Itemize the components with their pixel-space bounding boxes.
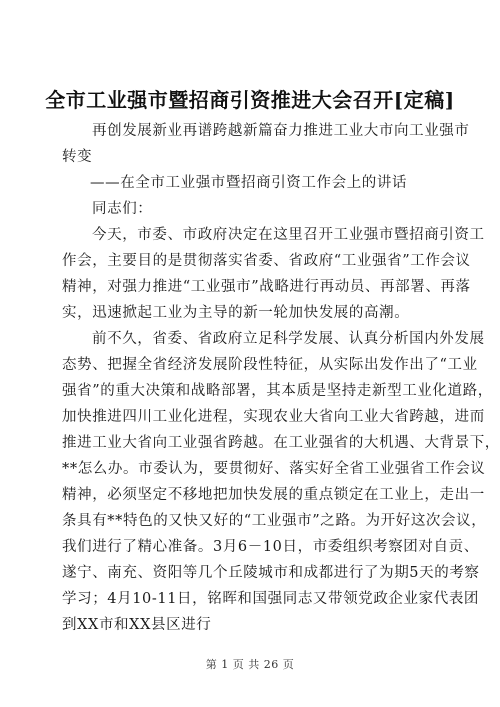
document-title: 全市工业强市暨招商引资推进大会召开[定稿] xyxy=(45,88,455,112)
paragraph-line: 我们进行了精心准备。3月6－10日，市委组织考察团对自贡、 xyxy=(62,539,479,555)
paragraph-line: 态势、把握全省经济发展阶段性特征，从实际出发作出了“工业 xyxy=(62,357,478,373)
salutation: 同志们： xyxy=(92,201,153,217)
paragraph-line: 加快推进四川工业化进程，实现农业大省向工业大省跨越，进而 xyxy=(62,409,485,425)
paragraph-line: 今天，市委、市政府决定在这里召开工业强市暨招商引资工 xyxy=(92,227,485,243)
subtitle-line: 转变 xyxy=(62,149,93,165)
subtitle-line: 再创发展新业再谱跨越新篇奋力推进工业大市向工业强市 xyxy=(92,123,470,139)
paragraph-line: 到XX市和XX县区进行 xyxy=(62,617,212,633)
paragraph-line: 条具有**特色的又快又好的“工业强市”之路。为开好这次会议， xyxy=(62,513,487,529)
paragraph-line: 前不久，省委、省政府立足科学发展、认真分析国内外发展 xyxy=(92,331,485,347)
paragraph-line: 强省”的重大决策和战略部署，其本质是坚持走新型工业化道路， xyxy=(62,383,493,399)
paragraph-line: **怎么办。市委认为，要贯彻好、落实好全省工业强省工作会议 xyxy=(62,461,486,477)
speech-occasion-line: ——在全市工业强市暨招商引资工作会上的讲话 xyxy=(90,175,408,191)
paragraph-line: 精神，必须坚定不移地把加快发展的重点锁定在工业上，走出一 xyxy=(62,487,485,503)
document-body xyxy=(62,118,500,638)
paragraph-line: 推进工业大省向工业强省跨越。在工业强省的大机遇、大背景下， xyxy=(62,435,500,451)
page-indicator: 第 1 页 共 26 页 xyxy=(205,658,295,671)
paragraph-line: 精神，对强力推进“工业强市”战略进行再动员、再部署、再落 xyxy=(62,279,471,295)
paragraph-line: 实，迅速掀起工业为主导的新一轮加快发展的高潮。 xyxy=(62,305,410,321)
paragraph-line: 遂宁、南充、资阳等几个丘陵城市和成都进行了为期5天的考察 xyxy=(62,565,480,581)
paragraph-line: 学习；4月10-11日，铭晖和国强同志又带领党政企业家代表团 xyxy=(62,591,480,607)
paragraph-line: 作会，主要目的是贯彻落实省委、省政府“工业强省”工作会议 xyxy=(62,253,471,269)
